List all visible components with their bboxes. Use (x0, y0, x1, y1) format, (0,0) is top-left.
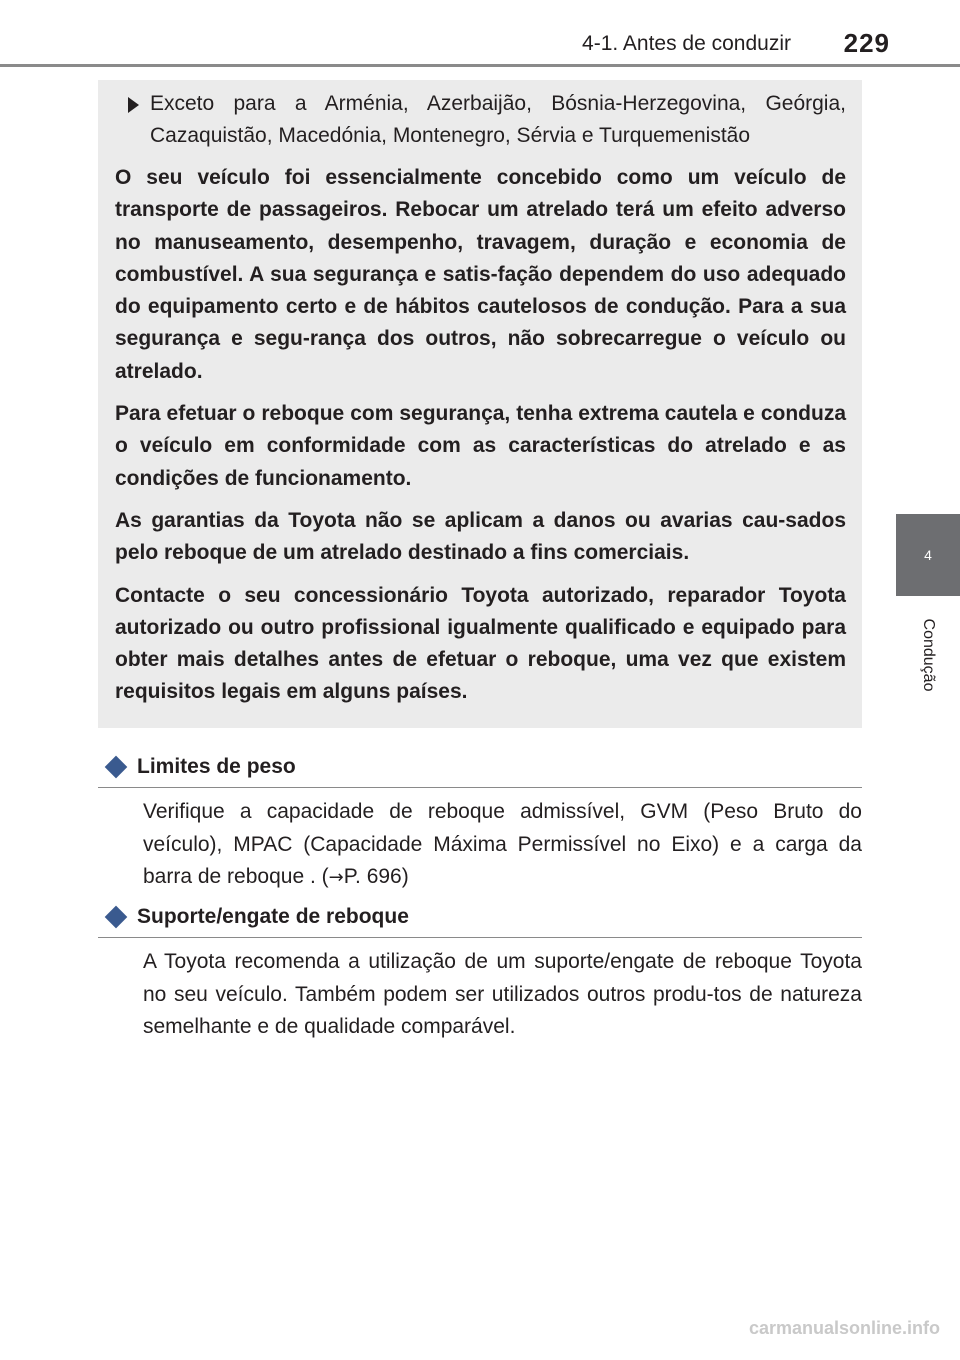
diamond-icon (105, 906, 128, 929)
note-paragraph: As garantias da Toyota não se aplicam a danos ou avarias cau-sados pelo reboque de um atrelado destinado a fins comerciais. (115, 508, 846, 565)
section-body: A Toyota recomenda a utilização de um suporte/engate de reboque Toyota no seu veículo. Também podem ser utilizados outros produ-tos de natureza semelhante e de qualidade comparável. (143, 950, 862, 1038)
triangle-bullet-icon (128, 97, 139, 113)
note-bullet-text: Exceto para a Arménia, Azerbaijão, Bósnia-Herzegovina, Geórgia, Cazaquistão, Macedónia, Montenegro, Sérvia e Turquemenistão (150, 92, 846, 147)
watermark: carmanualsonline.info (748, 1318, 940, 1338)
page-reference-link[interactable]: P. 696) (343, 865, 409, 888)
arrow-icon: → (328, 867, 344, 888)
header-divider (0, 64, 960, 67)
section-heading (98, 749, 862, 785)
header-section-title: 4-1. Antes de conduzir (582, 32, 791, 55)
body-text: Verifique a capacidade de reboque admissível, GVM (Peso Bruto do veículo), MPAC (Capacidade Máxima Permissível no Eixo) e a carga da barra de reboque . ( (143, 800, 862, 888)
note-paragraph: O seu veículo foi essencialmente concebido como um veículo de transporte de passageiros. Rebocar um atrelado terá um efeito adverso no manuseamento, desempenho, travagem, duração e economia de combustível. A sua segurança e satis-fação dependem do uso adequado do equipamento certo e de hábitos cautelosos de condução. Para a sua segurança e segu-rança dos outros, não sobrecarregue o veículo ou atrelado. (115, 166, 846, 383)
note-paragraph: Para efetuar o reboque com segurança, tenha extrema cautela e conduza o veículo em conformidade com as características do atrelado e as condições de funcionamento. (115, 402, 846, 490)
note-box (98, 80, 862, 728)
note-paragraph: Contacte o seu concessionário Toyota autorizado, reparador Toyota autorizado ou outro profissional igualmente qualificado e equipado para obter mais detalhes antes de efetuar o reboque, uma vez que existem requisitos legais em alguns países. (115, 583, 846, 704)
section-heading (98, 899, 862, 935)
chapter-tab[interactable]: 4 (896, 514, 960, 596)
note-bullet (115, 88, 846, 152)
section-body (143, 796, 862, 895)
section-title: Limites de peso (137, 755, 296, 778)
chapter-label: Condução (920, 618, 937, 692)
diamond-icon (105, 756, 128, 779)
section-divider (98, 937, 862, 938)
section-weight-limits (98, 749, 862, 895)
section-title: Suporte/engate de reboque (137, 905, 409, 928)
page-number: 229 (843, 28, 890, 58)
section-tow-hitch (98, 899, 862, 1044)
section-divider (98, 787, 862, 788)
